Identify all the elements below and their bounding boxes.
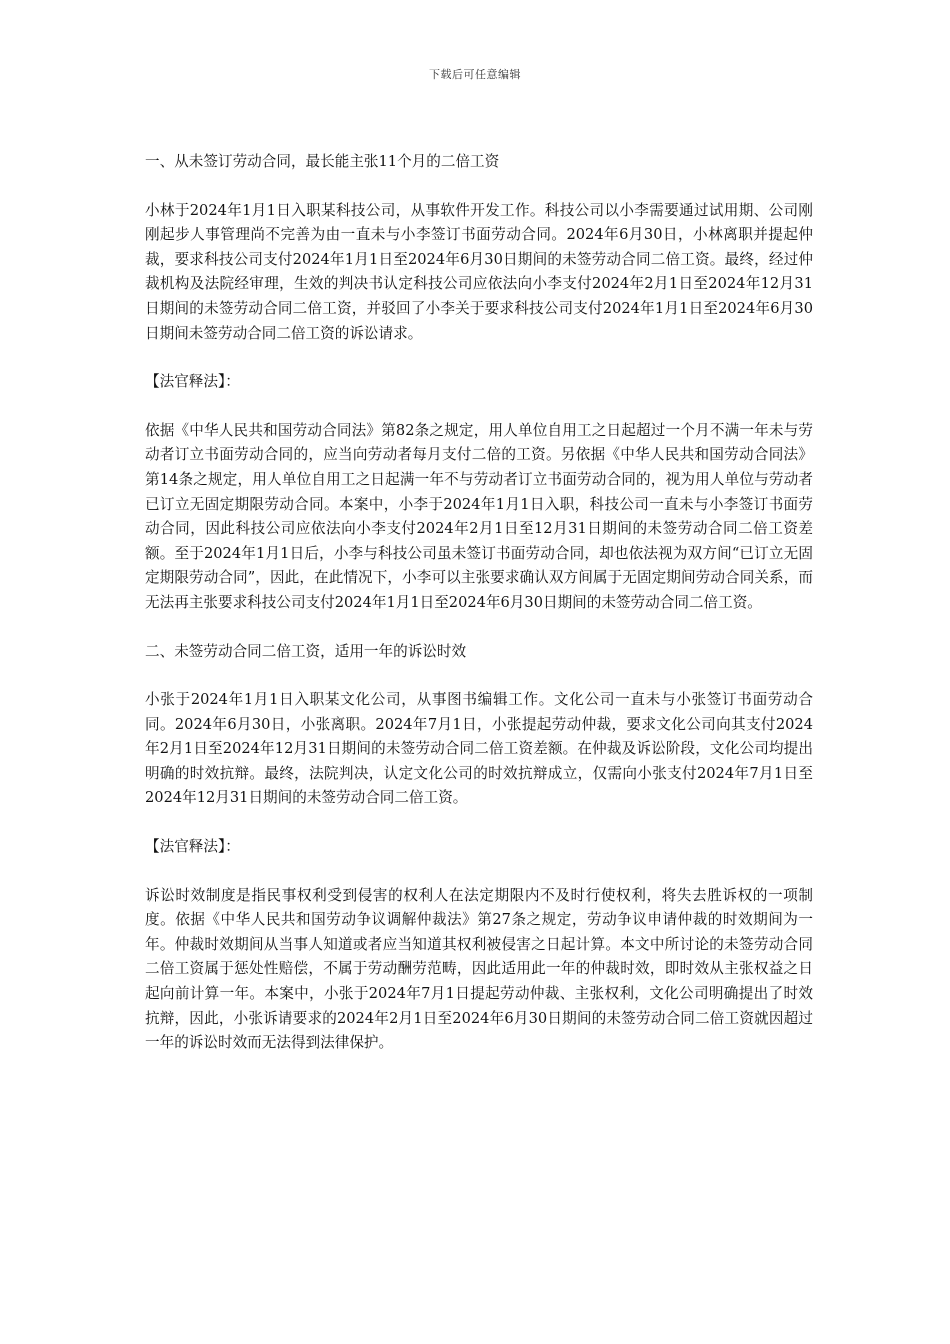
document-body <box>145 150 813 1080</box>
explanation-paragraph: 诉讼时效制度是指民事权利受到侵害的权利人在法定期限内不及时行使权利，将失去胜诉权的一项制度。依据《中华人民共和国劳动争议调解仲裁法》第27条之规定，劳动争议申请仲裁的时效期间为一年。仲裁时效期间从当事人知道或者应当知道其权利被侵害之日起计算。本文中所讨论的未签劳动合同二倍工资属于惩处性赔偿，不属于劳动酬劳范畴，因此适用此一年的仲裁时效，即时效从主张权益之日起向前计算一年。本案中，小张于2024年7月1日提起劳动仲裁、主张权利，文化公司明确提出了时效抗辩，因此，小张诉请要求的2024年2月1日至2024年6月30日期间的未签劳动合同二倍工资就因超过一年的诉讼时效而无法得到法律保护。 <box>145 886 813 1052</box>
section-heading: 一、从未签订劳动合同，最长能主张11个月的二倍工资 <box>145 153 500 170</box>
section-heading: 二、未签劳动合同二倍工资，适用一年的诉讼时效 <box>145 642 467 660</box>
judge-remark-label: 【法官释法】： <box>145 838 240 856</box>
case-paragraph: 小张于2024年1月1日入职某文化公司，从事图书编辑工作。文化公司一直未与小张签订书面劳动合同。2024年6月30日，小张离职。2024年7月1日，小张提起劳动仲裁，要求文化公司向其支付2024年2月1日至2024年12月31日期间的未签劳动合同二倍工资差额。在仲裁及诉讼阶段，文化公司均提出明确的时效抗辩。最终，法院判决，认定文化公司的时效抗辩成立，仅需向小张支付2024年7月1日至2024年12月31日期间的未签劳动合同二倍工资。 <box>145 691 813 807</box>
judge-remark-label: 【法官释法】： <box>145 373 240 391</box>
explanation-paragraph: 依据《中华人民共和国劳动合同法》第82条之规定，用人单位自用工之日起超过一个月不满一年未与劳动者订立书面劳动合同的，应当向劳动者每月支付二倍的工资。另依据《中华人民共和国劳动合同法》第14条之规定，用人单位自用工之日起满一年不与劳动者订立书面劳动合同的，视为用人单位与劳动者已订立无固定期限劳动合同。本案中，小李于2024年1月1日入职，科技公司一直未与小李签订书面劳动合同，因此科技公司应依法向小李支付2024年2月1日至12月31日期间的未签劳动合同二倍工资差额。至于2024年1月1日后，小李与科技公司虽未签订书面劳动合同，却也依法视为双方间“已订立无固定期限劳动合同”，因此，在此情况下，小李可以主张要求确认双方间属于无固定期间劳动合同关系，而无法再主张要求科技公司支付2024年1月1日至2024年6月30日期间的未签劳动合同二倍工资。 <box>145 421 813 611</box>
case-paragraph: 小林于2024年1月1日入职某科技公司，从事软件开发工作。科技公司以小李需要通过试用期、公司刚刚起步人事管理尚不完善为由一直未与小李签订书面劳动合同。2024年6月30日，小林离职并提起仲裁，要求科技公司支付2024年1月1日至2024年6月30日期间的未签劳动合同二倍工资。最终，经过仲裁机构及法院经审理，生效的判决书认定科技公司应依法向小李支付2024年2月1日至2024年12月31日期间的未签劳动合同二倍工资，并驳回了小李关于要求科技公司支付2024年1月1日至2024年6月30日期间未签劳动合同二倍工资的诉讼请求。 <box>145 201 813 342</box>
header-note: 下载后可任意编辑 <box>429 68 521 81</box>
